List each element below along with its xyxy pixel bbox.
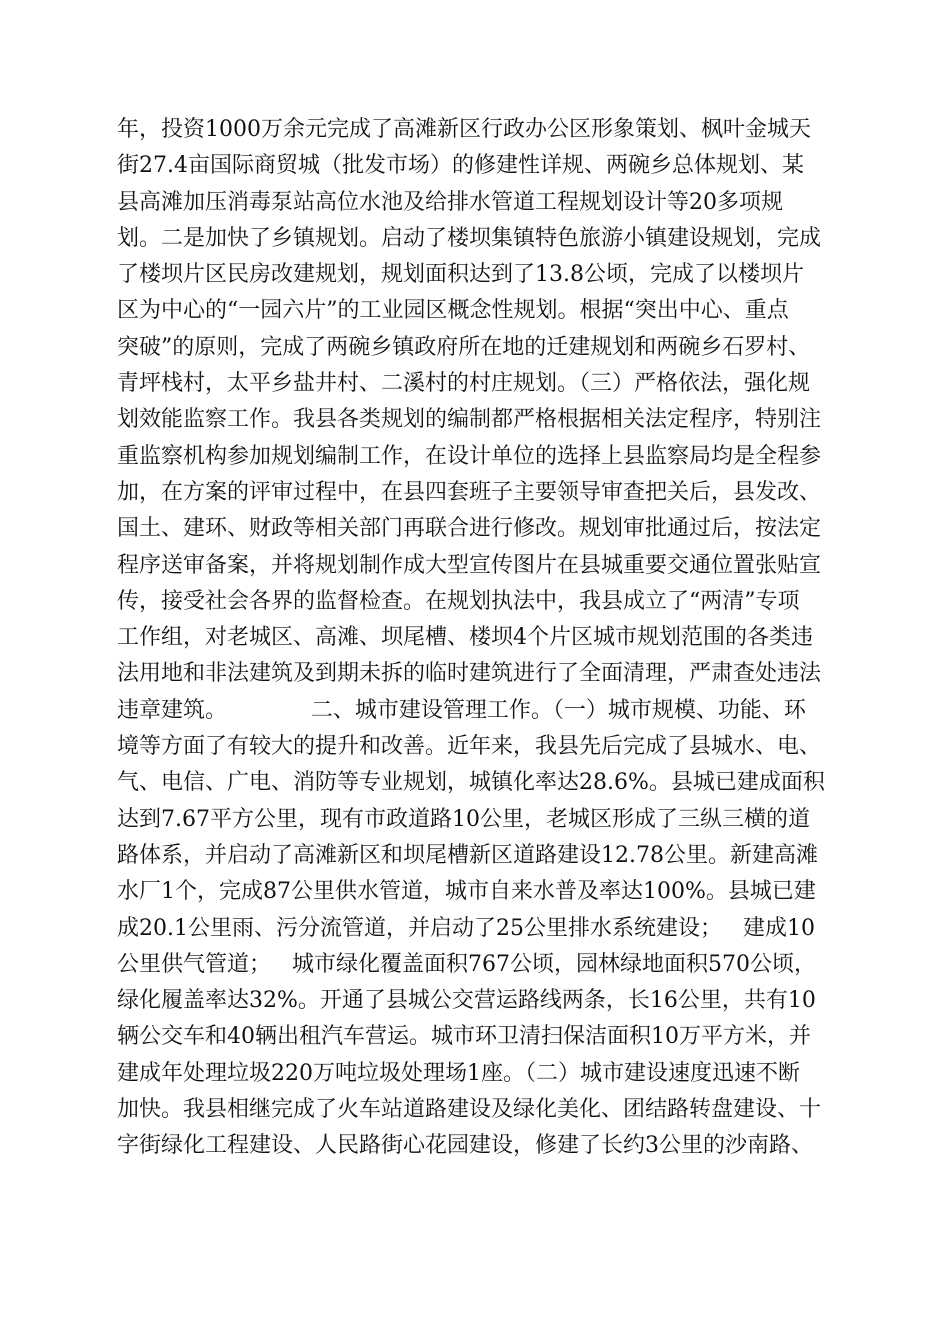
- text-line: 成20.1公里雨、污分流管道，并启动了25公里排水系统建设； 建成10: [117, 915, 815, 941]
- text-line: 国土、建环、财政等相关部门再联合进行修改。规划审批通过后，按法定: [117, 516, 822, 542]
- text-line: 划。二是加快了乡镇规划。启动了楼坝集镇特色旅游小镇建设规划，完成: [117, 225, 822, 251]
- text-line: 气、电信、广电、消防等专业规划，城镇化率达28.6%。县城已建成面积: [117, 770, 825, 796]
- text-line: 程序送审备案，并将规划制作成大型宣传图片在县城重要交通位置张贴宣: [117, 552, 822, 578]
- text-line: 违章建筑。 二、城市建设管理工作。（一）城市规模、功能、环: [117, 697, 806, 723]
- body-text: [117, 112, 837, 1165]
- text-line: 了楼坝片区民房改建规划，规划面积达到了13.8公顷，完成了以楼坝片: [117, 262, 804, 288]
- text-line: 年，投资1000万余元完成了高滩新区行政办公区形象策划、枫叶金城天: [117, 117, 811, 142]
- text-line: 区为中心的“一园六片”的工业园区概念性规划。根据“突出中心、重点: [117, 298, 789, 324]
- text-line: 法用地和非法建筑及到期未拆的临时建筑进行了全面清理，严肃查处违法: [117, 661, 822, 687]
- text-line: 绿化履盖率达32%。开通了县城公交营运路线两条，长16公里，共有10: [117, 988, 816, 1014]
- text-line: 街27.4亩国际商贸城（批发市场）的修建性详规、两碗乡总体规划、某: [117, 153, 804, 179]
- text-line: 公里供气管道； 城市绿化覆盖面积767公顷，园林绿地面积570公顷，: [117, 951, 816, 977]
- text-line: 字街绿化工程建设、人民路街心花园建设，修建了长约3公里的沙南路、: [117, 1133, 813, 1159]
- text-line: 突破”的原则，完成了两碗乡镇政府所在地的迁建规划和两碗乡石罗村、: [117, 334, 811, 360]
- text-line: 传，接受社会各界的监督检查。在规划执法中，我县成立了“两清”专项: [117, 588, 800, 614]
- text-line: 建成年处理垃圾220万吨垃圾处理场1座。（二）城市建设速度迅速不断: [117, 1060, 800, 1086]
- text-line: 加快。我县相继完成了火车站道路建设及绿化美化、团结路转盘建设、十: [117, 1097, 822, 1123]
- text-line: 达到7.67平方公里，现有市政道路10公里，老城区形成了三纵三横的道: [117, 806, 810, 832]
- text-line: 加，在方案的评审过程中，在县四套班子主要领导审查把关后，县发改、: [117, 479, 822, 505]
- text-line: 划效能监察工作。我县各类规划的编制都严格根据相关法定程序，特别注: [117, 407, 822, 433]
- text-line: 重监察机构参加规划编制工作，在设计单位的选择上县监察局均是全程参: [117, 443, 822, 469]
- text-line: 青坪栈村，太平乡盐井村、二溪村的村庄规划。（三）严格依法，强化规: [117, 371, 811, 397]
- text-line: 县高滩加压消毒泵站高位水池及给排水管道工程规划设计等20多项规: [117, 189, 783, 215]
- text-line: 路体系，并启动了高滩新区和坝尾槽新区道路建设12.78公里。新建高滩: [117, 842, 818, 868]
- text-line: 境等方面了有较大的提升和改善。近年来，我县先后完成了县城水、电、: [117, 734, 822, 760]
- text-line: 辆公交车和40辆出租汽车营运。城市环卫清扫保洁面积10万平方米，并: [117, 1024, 811, 1050]
- text-line: 工作组，对老城区、高滩、坝尾槽、楼坝4个片区城市规划范围的各类违: [117, 625, 813, 651]
- text-line: 水厂1个，完成87公里供水管道，城市自来水普及率达100%。县城已建: [117, 879, 816, 905]
